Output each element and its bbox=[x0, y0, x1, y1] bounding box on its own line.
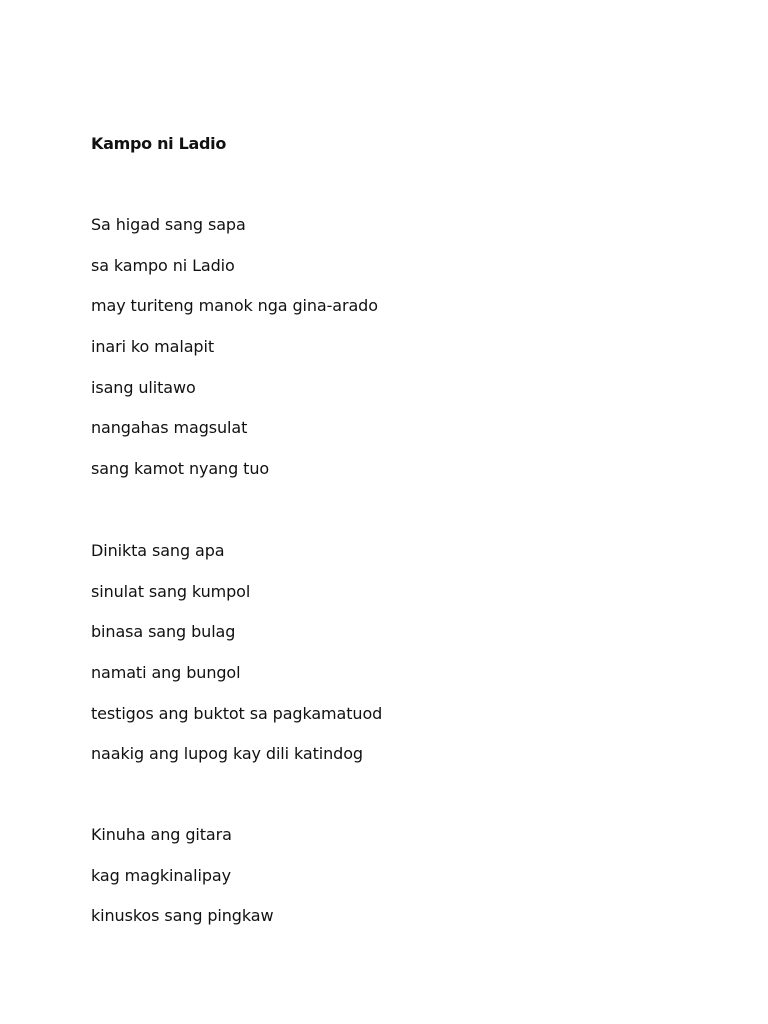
poem-line: Sa higad sang sapa bbox=[91, 215, 246, 234]
stanza-2 bbox=[91, 540, 382, 784]
poem-line: kag magkinalipay bbox=[91, 865, 231, 885]
stanza-1 bbox=[91, 214, 378, 499]
poem-line: naakig ang lupog kay dili katindog bbox=[91, 744, 363, 764]
poem-line: kinuskos sang pingkaw bbox=[91, 906, 274, 926]
poem-line: may turiteng manok nga gina-arado bbox=[91, 296, 378, 316]
poem-line: inari ko malapit bbox=[91, 337, 214, 357]
poem-line: isang ulitawo bbox=[91, 377, 196, 397]
poem-line: sa kampo ni Ladio bbox=[91, 255, 235, 275]
poem-line: nangahas magsulat bbox=[91, 418, 248, 438]
poem-line: Kinuha ang gitara bbox=[91, 825, 232, 844]
poem-line: namati ang bungol bbox=[91, 663, 241, 683]
poem-title: Kampo ni Ladio bbox=[91, 134, 227, 153]
poem-line: binasa sang bulag bbox=[91, 622, 236, 642]
poem-line: testigos ang buktot sa pagkamatuod bbox=[91, 703, 383, 723]
poem-line: Dinikta sang apa bbox=[91, 541, 225, 560]
poem-line: sang kamot nyang tuo bbox=[91, 459, 270, 479]
stanza-3 bbox=[91, 824, 273, 946]
poem-line: sinulat sang kumpol bbox=[91, 581, 251, 601]
